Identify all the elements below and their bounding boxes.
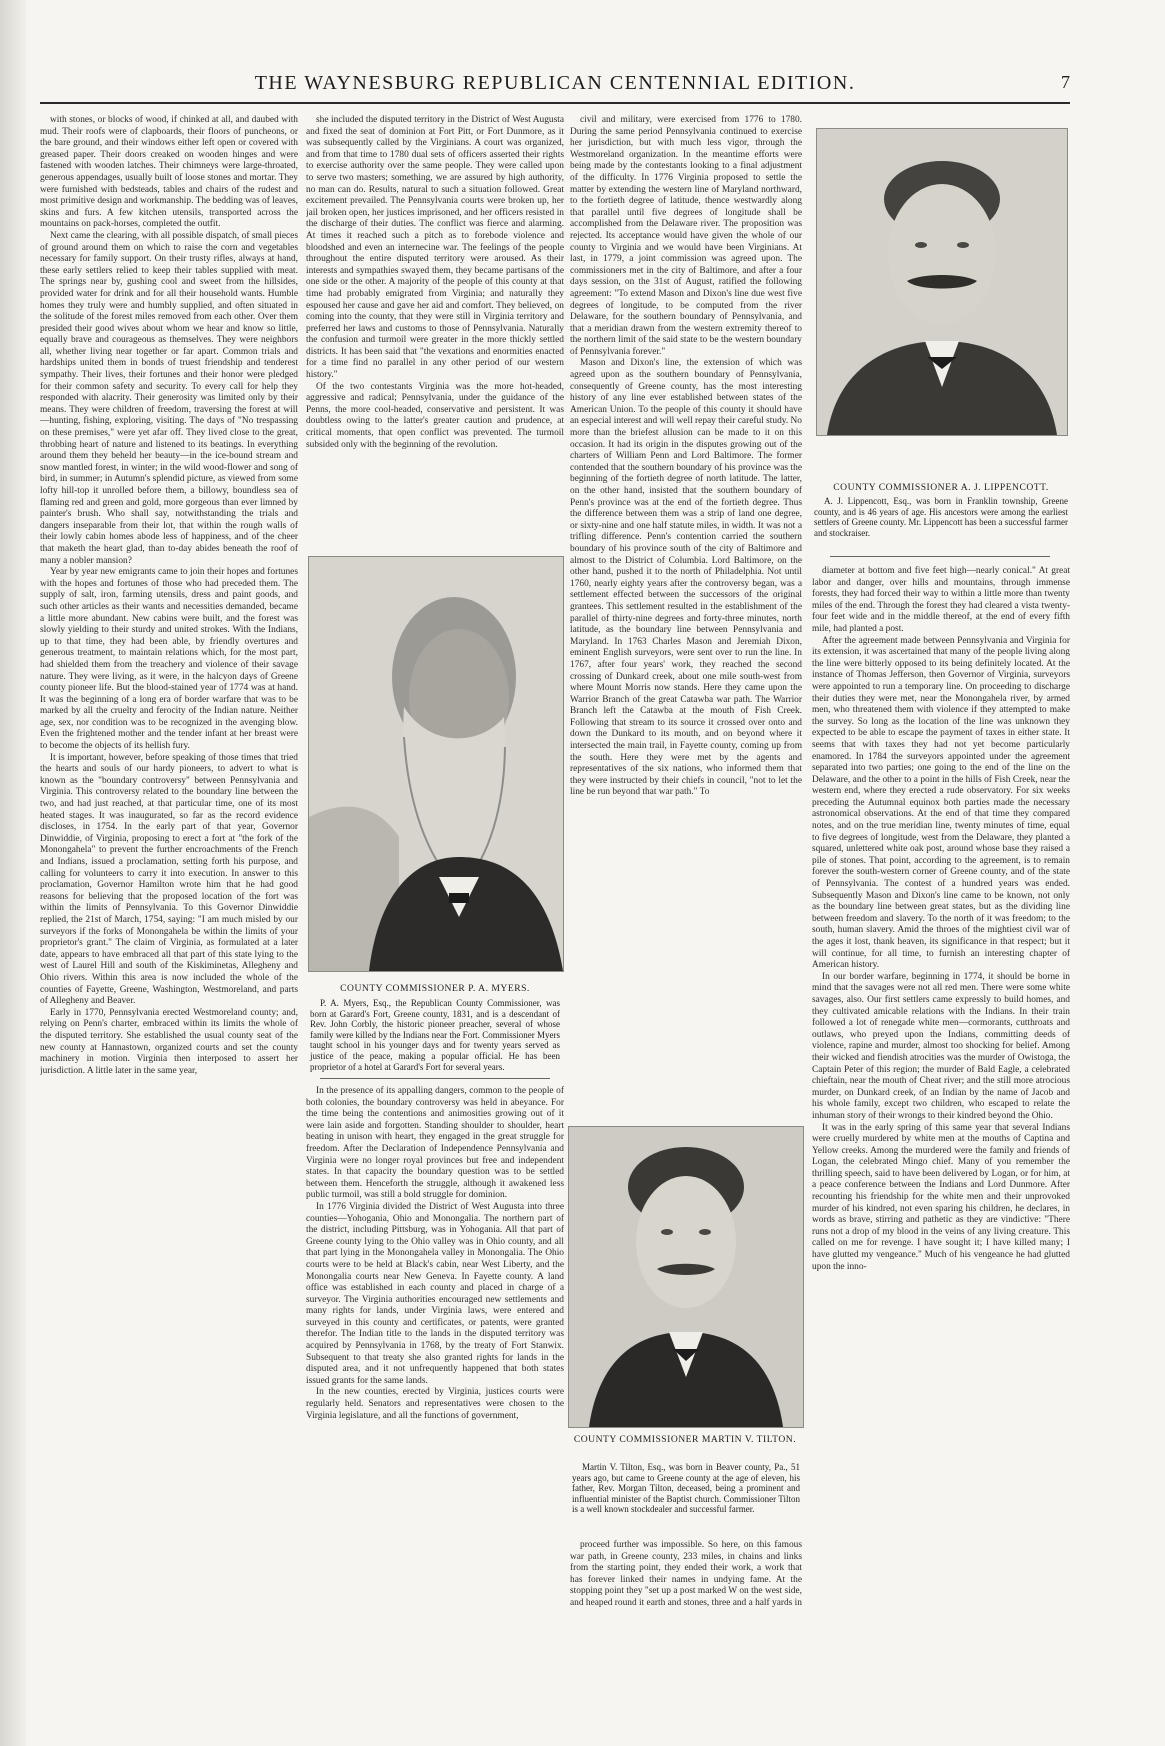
column-3 [570,115,802,1115]
column-4 [812,566,1070,1726]
portrait-lippencott [816,128,1068,436]
paragraph: she included the disputed territory in the District of West Augusta and fixed the seat of dominion at Fort Pitt, or Fort Dunmore, as it was subsequently called by the Virginians. A court was organized, and from that time to 1780 dual sets of officers asserted their rights to exercise authority over the same people. They were called upon to serve two masters; something, we are assured by high authority, no man can do. Results, natural to such a situation followed. Great excitement prevailed. The Pennsylvania courts were broken up, her jail broken open, her justices imprisoned, and her officers resisted in the discharge of their duties. The conflict was fierce and alarming. At times it reached such a pitch as to forebode violence and bloodshed and even an internecine war. The feelings of the people throughout the entire disputed territory were aroused. As their interests and sympathies swayed them, they became partisans of the one side or the other. A majority of the people of this county at that time had probably emigrated from Virginia; and naturally they espoused her cause and gave her aid and comfort. They believed, on coming into the county, that they were still in Virginia territory and preferred her laws and customs to those of Pennsylvania. Naturally the confusion and turmoil were greater in the more thickly settled districts. It has been said that "the vexations and enormities enacted for a time find no parallel in any other period of our western history." [306,115,564,381]
page-header [40,68,1070,104]
paragraph: It is important, however, before speaking of those times that tried the hearts and souls of our hardy pioneers, to advert to what is known as the "boundary controversy" between Pennsylvania and Virginia. This controversy related to the boundary line between the two, and had just reached, at that particular time, one of its most heated stages. It was inaugurated, so far as the record evidence discloses, in 1754. In the early part of that year, Governor Dinwiddie, of Virginia, proposing to erect a fort at "the fork of the Monongahela" to prevent the further encroachments of the French and Indians, issued a proclamation, setting forth his purpose, and calling for volunteers to carry it into execution. In answer to this proclamation, Governor Hamilton wrote him that he had good reasons for believing that the proposed location of the fort was within the limits of Pennsylvania. To this Governor Dinwiddie replied, the 21st of March, 1754, saying: "I am much misled by our surveyors if the forks of Monongahela be within the limits of your proprietor's grant." The claim of Virginia, as formulated at a later date, appears to have embraced all that part of this state lying to the west of Laurel Hill and south of the Kiskiminetas, Allegheny and Ohio rivers. Within this area is now included the whole of the counties of Fayette, Greene, Washington, Westmoreland, and parts of Allegheny and Beaver. [40,752,298,1007]
mustached-man-portrait-image [817,129,1067,435]
bio-lippencott: A. J. Lippencott, Esq., was born in Franklin township, Greene county, and is 46 years of age. His ancestors were among the earliest settlers of Greene county. Mr. Lippencott has been a successful farmer and stockraiser. [814,496,1068,538]
page-gutter [0,0,26,1746]
paragraph: Of the two contestants Virginia was the more hot-headed, aggressive and radical; Pennsylvania, under the guidance of the Penns, the more cool-headed, conservative and persistent. It was doubtless owing to the latter's greater caution and prudence, at critical moments, that open conflict was prevented. The turmoil subsided only with the beginning of the revolution. [306,381,564,450]
paragraph: proceed further was impossible. So here, on this famous war path, in Greene county, 233 miles, in chains and links from the starting point, they ended their work, a work that has forever linked their names in undying fame. At the stopping point they "set up a post marked W on the west side, and heaped round it earth and stones, three and a half yards in [570,1540,802,1608]
paragraph: Early in 1770, Pennsylvania erected Westmoreland county; and, relying on Penn's charter, embraced within its limits the whole of the disputed territory. She established the usual county seat of the new county at Hannastown, organized courts and set the county machinery in motion. Virginia then interposed to assert her jurisdiction. A little later in the same year, [40,1007,298,1076]
column-2-bottom [306,1086,564,1726]
bio-tilton: Martin V. Tilton, Esq., was born in Beaver county, Pa., 51 years ago, but came to Greene county at the age of eleven, his father, Rev. Morgan Tilton, deceased, being a prominent and influential minister of the Baptist church. Commissioner Tilton is a well known stockdealer and successful farmer. [572,1462,800,1515]
caption-myers: COUNTY COMMISSIONER P. A. MYERS. [340,983,530,994]
paragraph: Next came the clearing, with all possible dispatch, of small pieces of ground around them on which to raise the corn and vegetables necessary for family support. On their trusty rifles, always at hand, these early settlers relied to keep their tables supplied with meat. The springs near by, gushing cool and sweet from the hillsides, provided water for drink and for all their household wants. Humble homes they truly were and humbly supplied, and often situated in the solitude of the forest miles removed from each other. Over them presided their good wives about whom we hear and know so little, equally brave and courageous as themselves. They were neighbors all, whether living near together or far apart. Common trials and hardships united them in bonds of truest friendship and tenderest sympathy. Their lives, their fortunes and their honor were pledged for their common safety and security. To every call for help they responded with alacrity. Their generosity was limited only by their means. They were children of freedom, traversing the forest at will—hunting, fishing, exploring, visiting. The days of "No trespassing on these premises," were yet afar off. They lived close to the great, throbbing heart of nature and listened to its beatings. In everything around them they beheld her beauty—in the ice-bound stream and snow mantled forest, in winter; in the wild wood-flower and song of bird, in summer; in Autumn's splendid picture, as viewed from some lofty hill-top it unrolled before them, a billowy, boundless sea of flaming red and green and gold, more gorgeous than ever limned by painter's brush. Who shall say, notwithstanding the trials and dangers inseparable from their lot, that within the rough walls of their lowly cabin homes abode less of happiness, and of the cheer that maketh the heart glad, than to-day abides beneath the roof of many a nobler mansion? [40,230,298,566]
paragraph: After the agreement made between Pennsylvania and Virginia for its extension, it was ascertained that many of the people living along the line were bitterly opposed to its being definitely located. At the instance of Thomas Jefferson, then Governor of Virginia, surveyors were appointed to run a temporary line. On proceeding to discharge their duties they were met, near the Monongahela river, by armed men, who threatened them with violence if they attempted to make the survey. So long as the location of the line was unknown they expected to be able to escape the payment of taxes in either state. It seems that with taxes they had not yet become particularly enamored. In 1784 the surveyors appointed under the agreement separated into two parties; one going to the end of the line on the Delaware, and the other to a point in the hills of Fish Creek, near the western end, where they erected a rude observatory. For six weeks preceding the Autumnal equinox both parties made the necessary astronomical observations. At the end of that time they compared notes, and on the true meridian line, twenty minutes of time, equal to five degrees of longitude, west from the Delaware, they planted a squared, unlettered white oak post, around whose base they raised a pile of stones. That point, according to the agreement, is to remain forever the south-western corner of Greene county, and of the state of Pennsylvania. The contest of a hundred years was ended. Subsequently Mason and Dixon's line came to be known, not only as the boundary line between great states, but as the dividing line between freedom and slavery. To the north of it was freedom; to the south, human slavery. Amid the throes of the mightiest civil war of the ages it lost, thank heaven, its significance in that respect; but it will continue, for all time, to furnish an interesting chapter of American history. [812,635,1070,971]
paragraph: In the new counties, erected by Virginia, justices courts were regularly held. Senators and representatives were chosen to the Virginia legislature, and all the functions of government, [306,1387,564,1421]
paragraph: In our border warfare, beginning in 1774, it should be borne in mind that the savages were not all red men. There were some white savages, also. Our first settlers came expressly to build homes, and they cultivated amicable relations with the Indians. In their train followed a lot of renegade white men—cormorants, cutthroats and outlaws, who preyed upon the Indians, committing deeds of violence, rapine and murder, almost too shocking for belief. Among their wicked and fiendish atrocities was the murder of Owistoga, the Captain Peter of this region; the murder of Bald Eagle, a celebrated chieftain, near the mouth of Cheat river; and the still more atrocious murder, on Dunkard creek, of an Indian by the name of Jacob and his whole family, except two children, who escaped to relate the inhuman story of their wrongs to their kindred beyond the Ohio. [812,971,1070,1121]
paragraph: with stones, or blocks of wood, if chinked at all, and daubed with mud. Their roofs were of clapboards, their floors of puncheons, or the bare ground, and their windows either left open or covered with greased paper. Their doors creaked on wooden hinges and were fastened with wooden latches. Their chimneys were large-throated, generous appendages, usually built of loose stones and mortar. They were furnished with bedsteads, tables and chairs of the rudest and most primitive design and workmanship. The bedding was of leaves, skins and furs. A few kitchen utensils, transported across the mountains on pack-horses, completed the outfit. [40,115,298,230]
paragraph: Year by year new emigrants came to join their hopes and fortunes with the hopes and fortunes of those who had preceded them. The supply of salt, iron, farming utensils, dress and paint goods, and such other articles as their wants and necessities demanded, became a little more abundant. New cabins were built, and the forest was slowly yielding to their sturdy and united strokes. With the Indians, up to that time, they had been able, by friendly overtures and generous treatment, to maintain relations which, for the most part, had shielded them from the treachery and violence of their savage nature. They were living, as it were, in the halcyon days of Greene county pioneer life. But the blood-stained year of 1774 was at hand. It was the beginning of a long era of border warfare that was to be marked by all the cruelty and ferocity of the Indian nature. Neither age, sex, nor condition was to be recognized in the avenging blow. Even the frightened mother and the tender infant at her breast were to become the objects of its hellish fury. [40,567,298,752]
bearded-man-portrait-image [309,557,563,971]
divider [320,1078,550,1079]
caption-lippencott: COUNTY COMMISSIONER A. J. LIPPENCOTT. [833,482,1049,493]
caption-tilton: COUNTY COMMISSIONER MARTIN V. TILTON. [573,1434,797,1445]
paragraph: diameter at bottom and five feet high—nearly conical." At great labor and danger, over hills and mountains, through immense forests, they had forced their way to within a little more than twenty miles of the end. Through the forest they had cleared a vista twenty-four feet wide and in the middle thereof, at the end of every fifth mile, had planted a post. [812,566,1070,634]
bio-myers: P. A. Myers, Esq., the Republican County Commissioner, was born at Garard's Fort, Greene county, 1831, and is a descendant of Rev. John Corbly, the historic pioneer preacher, several of whose family were killed by the Indians near the Fort. Commissioner Myers taught school in his younger days and for twenty years served as justice of the peace, making a popular official. He has been proprietor of a hotel at Garard's Fort for several years. [310,998,560,1072]
page-number: 7 [1061,72,1070,92]
column-3-bottom [570,1540,802,1726]
divider [830,556,1050,557]
paragraph: In 1776 Virginia divided the District of West Augusta into three counties—Yohogania, Ohio and Monongalia. The northern part of the district, including Pittsburg, was in Yohogania. All that part of Greene county lying to the Ohio valley was in Ohio county, and all that part lying in the Monongahela valley in Monongalia. The Ohio courts were to be held at Black's cabin, near West Liberty, and the Monongalia courts near New Geneva. In Fayette county. A land office was established in each county and placed in charge of a surveyor. The Virginia authorities encouraged new settlements and many rights for lands, under Virginia laws, were entered and surveyed in this county and certificates, or patents, were granted therefor. The Indian title to the lands in the disputed territory was acquired by Pennsylvania in 1768, by the treaty of Fort Stanwix. Subsequent to that treaty she also granted rights for lands in the disputed area, and it not unfrequently happened that both states issued grants for the same lands. [306,1201,564,1386]
masthead-title: THE WAYNESBURG REPUBLICAN CENTENNIAL EDITION. [254,72,856,94]
paragraph: civil and military, were exercised from 1776 to 1780. During the same period Pennsylvania continued to exercise her jurisdiction, but with much less vigor, through the Westmoreland organization. In the meantime efforts were being made by the contestants looking to a final adjustment of the difficulty. In 1776 Virginia proposed to settle the matter by extending the western line of Maryland northward, to the fortieth degree of latitude, thence westwardly along that parallel until five degrees of longitude shall be accomplished from the Delaware river. The proposition was rejected. Its acceptance would have given the whole of our county to Virginia and we would have been Virginians. At last, in 1779, a joint commission was agreed upon. The commissioners met in the city of Baltimore, and after a four days session, on the 31st of August, ratified the following agreement: "To extend Mason and Dixon's line due west five degrees of longitude, to be computed from the river Delaware, for the southern boundary of Pennsylvania, and that a meridian drawn from the western extremity thereof to the northern limit of the said state to be the western boundary of Pennsylvania forever." [570,115,802,357]
portrait-myers [308,556,564,972]
column-1 [40,115,298,1727]
mustached-man-portrait-image [569,1127,803,1427]
paragraph: In the presence of its appalling dangers, common to the people of both colonies, the boundary controversy was held in abeyance. For the time being the contentions and animosities growing out of it were lain aside and forgotten. Standing shoulder to shoulder, heart beating in unison with heart, they engaged in the great struggle for freedom. After the Declaration of Independence Pennsylvania and Virginia were no longer royal provinces but free and independent states. In that capacity the boundary question was to be settled between them. Henceforth the struggle, although it awakened less public turmoil, was still a bold struggle for dominion. [306,1086,564,1201]
paragraph: Mason and Dixon's line, the extension of which was agreed upon as the southern boundary of Pennsylvania, consequently of Greene county, has the most interesting history of any line ever established between states of the American Union. To the people of this county it should have an especial interest and will well repay their careful study. No more than the briefest allusion can be made to it on this occasion. It had its origin in the disputes growing out of the charters of William Penn and Lord Baltimore. The former contended that the southern boundary of his province was the beginning of the fortieth degree of north latitude. The latter, on the other hand, insisted that the southern boundary of Penn's province was at the end of the fortieth degree. Thus the difference between them was a strip of land one degree, or sixty-nine and one half statute miles, in width. It was not a trifling difference. Penn's contention carried the southern boundary of his province south of the city of Baltimore and almost to the District of Columbia. Lord Baltimore, on the other hand, pushed it to the north of Philadelphia. Not until 1760, nearly eighty years after the controversy began, was a settlement effected between the successors of the original grantees. This settlement resulted in the establishment of the parallel of thirty-nine degrees and forty-three minutes, north latitude, as the boundary line between Pennsylvania and Maryland. In 1763 Charles Mason and Jeremiah Dixon, eminent English surveyors, were sent over to run the line. In 1767, after four years' work, they reached the second crossing of Dunkard creek, about one mile south-west from where Mount Morris now stands. Here they came upon the Warrior Branch of the great Catawba war path. The Warrior Branch left the Catawba at the mouth of Fish Creek. Following that stream to its source it crossed over onto and down the Dunkard to its mouth, and on beyond where it intersected the main trail, in Fayette county, coming up from the south. Here they were met by the agents and representatives of the six nations, who informed them that they were instructed by their chiefs in council, "not to let the line be run beyond that war path." To [570,358,802,798]
paragraph: It was in the early spring of this same year that several Indians were cruelly murdered by white men at the mouths of Captina and Yellow creeks. Among the murdered were the family and friends of Logan, the celebrated Mingo chief. Many of you remember the thrilling speech, said to have been delivered by Logan, or for him, at a peace conference between the Indians and Lord Dunmore. After recounting his friendship for the white men and their unprovoked murder of his kindred, not even sparing his children, he declares, in words as brave, stirring and pathetic as they are vindictive: "There runs not a drop of my blood in the veins of any living creature. This called on me for revenge. I have sought it; I have killed many; I have glutted my vengeance." Much of his vengeance he had glutted upon the inno- [812,1122,1070,1272]
portrait-tilton [568,1126,804,1428]
